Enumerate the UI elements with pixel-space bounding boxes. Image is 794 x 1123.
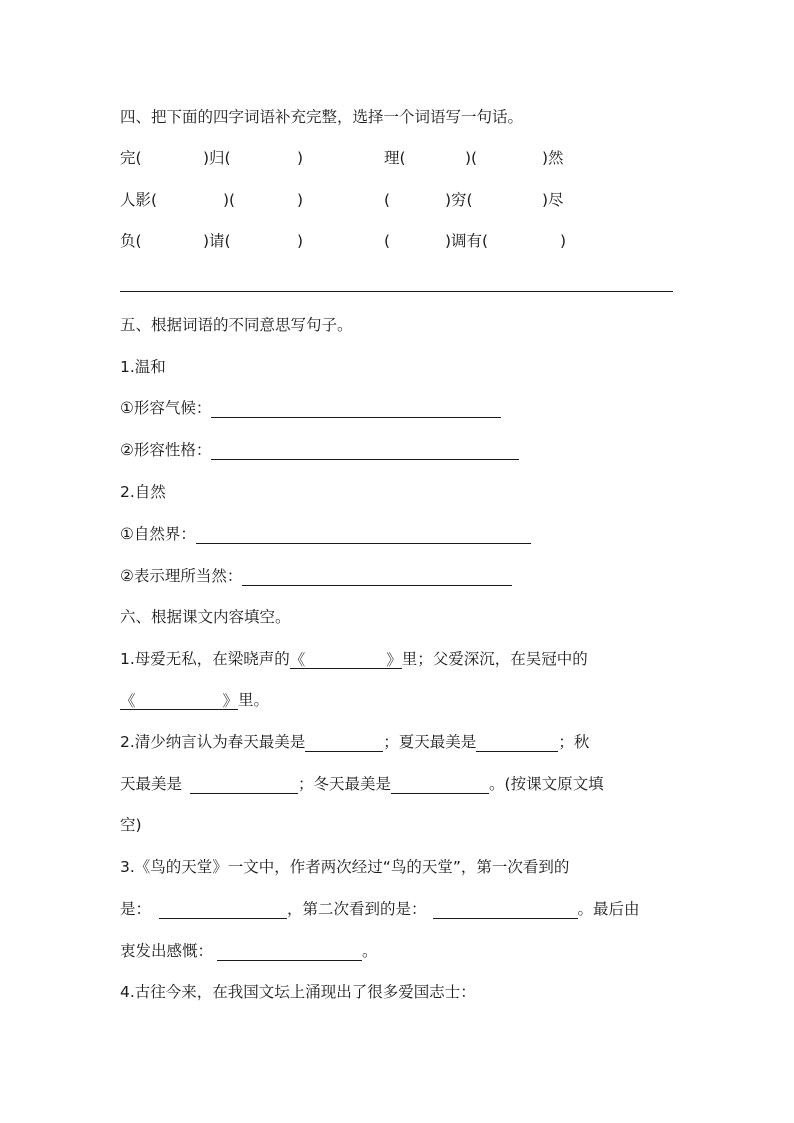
- idiom-5-close: ): [297, 232, 304, 250]
- idiom-2-mid: )(: [465, 149, 478, 167]
- word-1-label: 1.温和: [120, 358, 166, 376]
- q2-text-g: 空): [120, 816, 142, 834]
- word-1-meaning-b-label: ②形容性格：: [120, 441, 212, 459]
- q1-blank-2[interactable]: [120, 691, 238, 710]
- q1-text-c: 里。: [238, 691, 270, 709]
- q2-blank-autumn[interactable]: [190, 775, 298, 794]
- idiom-4-open: (: [384, 191, 391, 209]
- q3-text-f: 。: [362, 942, 378, 960]
- q1-text-b: 里；父爱深沉，在吴冠中的: [401, 650, 588, 668]
- word-2-meaning-b-label: ②表示理所当然：: [120, 567, 243, 585]
- q2-text-e: ；冬天最美是: [298, 775, 392, 793]
- q1-close-bracket-2: 》: [222, 692, 238, 710]
- q1-blank-1[interactable]: [290, 650, 402, 669]
- q3-text-c: ，第二次看到的是：: [287, 900, 427, 918]
- word-2-meaning-a-blank[interactable]: [196, 525, 531, 544]
- q2-text-f: 。(按课文原文填: [489, 775, 604, 793]
- word-2-meaning-b-blank[interactable]: [242, 567, 512, 586]
- q2-blank-summer[interactable]: [476, 733, 558, 752]
- idiom-2-open: 理(: [384, 149, 406, 167]
- section-5-heading: 五、根据词语的不同意思写句子。: [120, 316, 353, 334]
- q3-text-d: 。最后由: [577, 900, 640, 918]
- idiom-5-mid: )请(: [203, 232, 231, 250]
- q1-close-bracket: 》: [386, 651, 402, 669]
- idiom-6-close: ): [560, 232, 567, 250]
- q3-text-b: 是：: [120, 900, 152, 918]
- sentence-answer-line[interactable]: [120, 291, 673, 292]
- word-1-meaning-a-label: ①形容气候：: [120, 399, 212, 417]
- q2-text-b: ；夏天最美是: [383, 733, 477, 751]
- section-6-heading: 六、根据课文内容填空。: [120, 608, 291, 626]
- q2-blank-winter[interactable]: [391, 775, 489, 794]
- q1-open-bracket-2: 《: [120, 692, 136, 710]
- idiom-1-close: ): [297, 149, 304, 167]
- q1-open-bracket: 《: [289, 651, 306, 669]
- idiom-6-mid: )调有(: [445, 232, 489, 250]
- idiom-3-open: 人影(: [120, 191, 158, 209]
- q3-blank-second[interactable]: [433, 900, 578, 919]
- q2-text-d: 天最美是: [120, 775, 183, 793]
- q1-text-a: 1.母爱无私，在梁晓声的: [120, 650, 290, 668]
- word-1-meaning-b-blank[interactable]: [211, 441, 519, 460]
- word-2-meaning-a-label: ①自然界：: [120, 525, 196, 543]
- idiom-4-close: )尽: [542, 191, 564, 209]
- q3-blank-feeling[interactable]: [217, 942, 362, 961]
- q4-text: 4.古往今来，在我国文坛上涌现出了很多爱国志士：: [120, 983, 476, 1001]
- word-1-meaning-a-blank[interactable]: [211, 399, 501, 418]
- q2-text-c: ；秋: [558, 733, 590, 751]
- idiom-3-mid: )(: [223, 191, 236, 209]
- idiom-1-open: 完(: [120, 149, 142, 167]
- idiom-5-open: 负(: [120, 232, 142, 250]
- idiom-4-mid: )穷(: [445, 191, 473, 209]
- idiom-3-close: ): [297, 191, 304, 209]
- q3-text-e: 衷发出感慨：: [120, 942, 214, 960]
- q3-blank-first[interactable]: [159, 900, 287, 919]
- idiom-2-close: )然: [542, 149, 564, 167]
- q2-blank-spring[interactable]: [305, 733, 383, 752]
- word-2-label: 2.自然: [120, 483, 166, 501]
- q3-text-a: 3.《鸟的天堂》一文中，作者两次经过“鸟的天堂”，第一次看到的: [120, 858, 570, 876]
- section-4-heading: 四、把下面的四字词语补充完整，选择一个词语写一句话。: [120, 108, 524, 126]
- q2-text-a: 2.清少纳言认为春天最美是: [120, 733, 306, 751]
- idiom-6-open: (: [384, 232, 391, 250]
- idiom-1-mid: )归(: [203, 149, 231, 167]
